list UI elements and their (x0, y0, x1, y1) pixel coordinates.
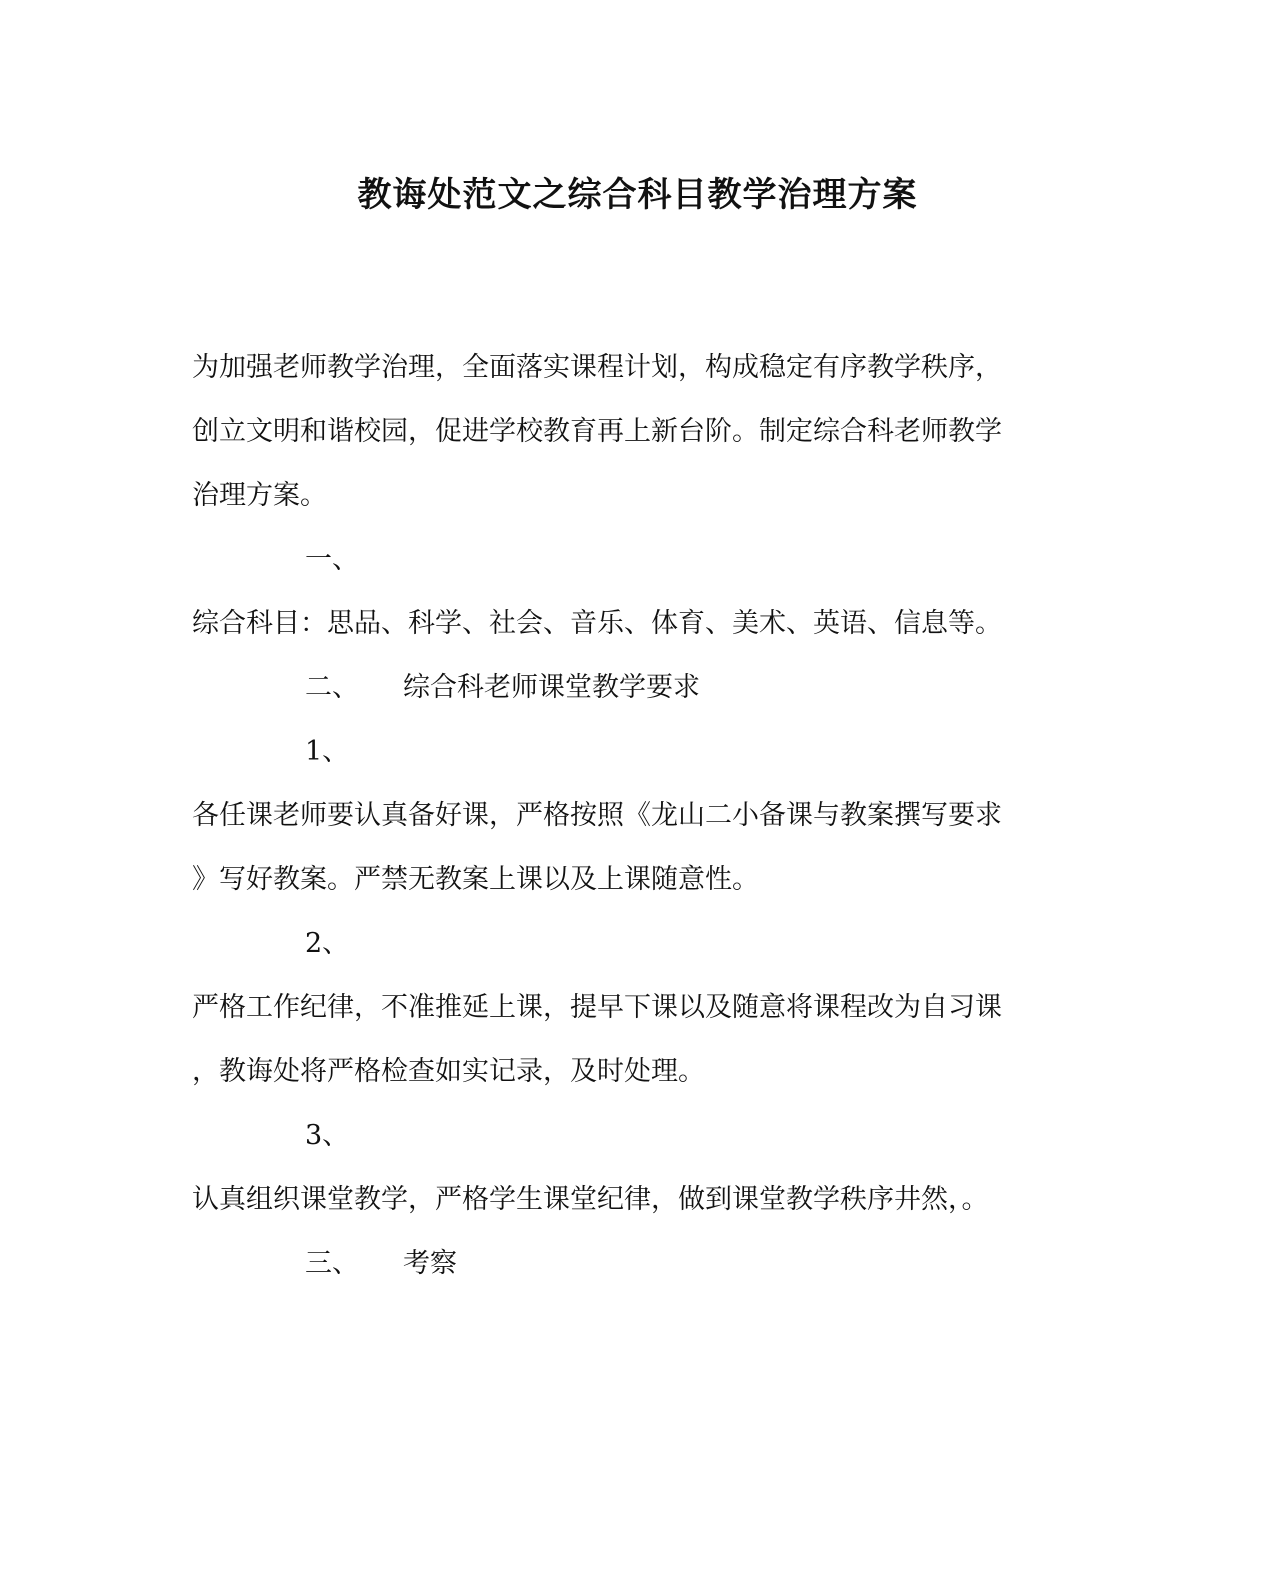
document-title: 教诲处范文之综合科目教学治理方案 (357, 175, 918, 215)
item-3-line-1: 认真组织课堂教学，严格学生课堂纪律，做到课堂教学秩序井然，。 (192, 1184, 989, 1215)
section-3-heading: 考察 (403, 1248, 457, 1279)
item-3-number: 3、 (305, 1120, 350, 1151)
section-2-heading: 综合科老师课堂教学要求 (403, 672, 700, 703)
section-3-number: 三、 (305, 1248, 359, 1279)
item-2-line-1: 严格工作纪律，不准推延上课，提早下课以及随意将课程改为自习课 (192, 992, 1002, 1023)
item-1-line-1: 各任课老师要认真备好课，严格按照《龙山二小备课与教案撰写要求 (192, 800, 1002, 831)
item-2-number: 2、 (305, 928, 350, 959)
section-1-content: 综合科目：思品、科学、社会、音乐、体育、美术、英语、信息等。 (192, 608, 1002, 639)
section-1-number: 一、 (305, 544, 359, 575)
intro-line-2: 创立文明和谐校园，促进学校教育再上新台阶。制定综合科老师教学 (192, 416, 1002, 447)
intro-line-3: 治理方案。 (192, 480, 327, 511)
item-1-number: 1、 (305, 736, 350, 767)
section-2-heading-row (305, 668, 700, 708)
section-3-heading-row (305, 1244, 457, 1284)
item-2-line-2: ，教诲处将严格检查如实记录，及时处理。 (192, 1056, 705, 1087)
section-2-number: 二、 (305, 672, 359, 703)
item-1-line-2: 》写好教案。严禁无教案上课以及上课随意性。 (192, 864, 759, 895)
intro-line-1: 为加强老师教学治理，全面落实课程计划，构成稳定有序教学秩序， (192, 352, 1002, 383)
